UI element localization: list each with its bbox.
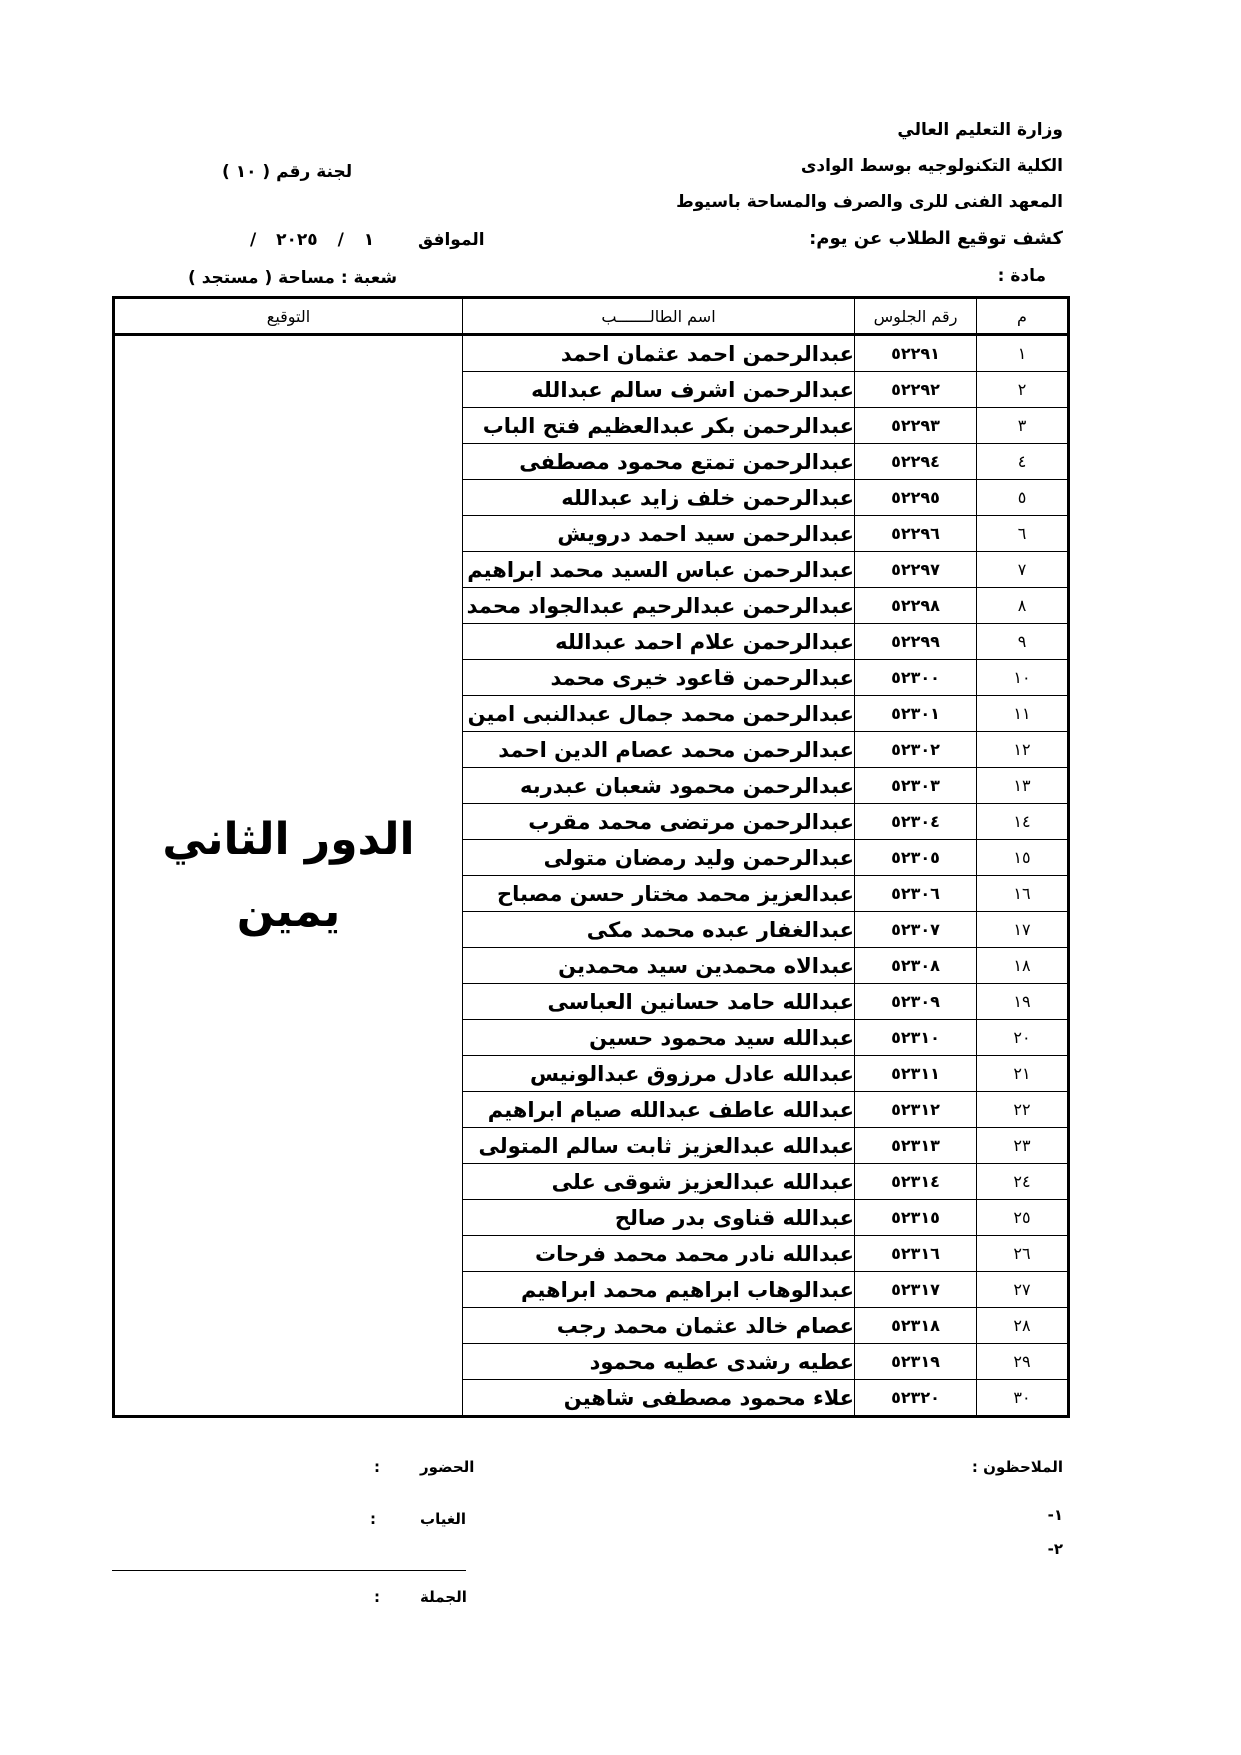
college-name: الكلية التكنولوجيه بوسط الوادى: [800, 156, 1063, 176]
student-name: عبدالله عبدالعزيز ثابت سالم المتولى: [463, 1128, 855, 1164]
row-index: ١٣: [977, 768, 1069, 804]
row-index: ٣٠: [977, 1380, 1069, 1417]
student-name: عبدالرحمن تمتع محمود مصطفى: [463, 444, 855, 480]
row-index: ٢٥: [977, 1200, 1069, 1236]
student-name: عبدالرحمن وليد رمضان متولى: [463, 840, 855, 876]
student-name: عبدالرحمن احمد عثمان احمد: [463, 335, 855, 372]
student-name: عبدالعزيز محمد مختار حسن مصباح: [463, 876, 855, 912]
divider-line: [112, 1570, 466, 1571]
row-index: ١٢: [977, 732, 1069, 768]
student-name: عبدالرحمن عباس السيد محمد ابراهيم: [463, 552, 855, 588]
absence-colon: :: [370, 1510, 376, 1528]
seat-number: ٥٢٣٠٦: [855, 876, 977, 912]
seat-number: ٥٢٢٩٨: [855, 588, 977, 624]
student-name: علاء محمود مصطفى شاهين: [463, 1380, 855, 1417]
attendance-label: الحضور: [420, 1458, 475, 1476]
committee-number: لجنة رقم ( ١٠ ): [222, 162, 353, 182]
row-index: ١٩: [977, 984, 1069, 1020]
student-name: عبدالرحمن اشرف سالم عبدالله: [463, 372, 855, 408]
seat-number: ٥٢٣١٨: [855, 1308, 977, 1344]
seat-number: ٥٢٣٠٨: [855, 948, 977, 984]
seat-number: ٥٢٣١٤: [855, 1164, 977, 1200]
student-name: عصام خالد عثمان محمد رجب: [463, 1308, 855, 1344]
student-name: عبدالله عاطف عبدالله صيام ابراهيم: [463, 1092, 855, 1128]
seat-number: ٥٢٣١٣: [855, 1128, 977, 1164]
seat-number: ٥٢٣١٩: [855, 1344, 977, 1380]
student-name: عبدالرحمن علام احمد عبدالله: [463, 624, 855, 660]
header-signature: التوقيع: [114, 298, 463, 335]
student-name: عبدالغفار عبده محمد مكى: [463, 912, 855, 948]
seat-number: ٥٢٢٩٧: [855, 552, 977, 588]
seat-number: ٥٢٣١٦: [855, 1236, 977, 1272]
exam-round-note: الدور الثاني: [162, 813, 415, 865]
row-index: ١: [977, 335, 1069, 372]
student-name: عبدالرحمن خلف زايد عبدالله: [463, 480, 855, 516]
attendance-table: [112, 296, 1070, 1418]
row-index: ٢٩: [977, 1344, 1069, 1380]
student-name: عبدالله نادر محمد محمد فرحات: [463, 1236, 855, 1272]
row-index: ٢٤: [977, 1164, 1069, 1200]
seat-number: ٥٢٣٢٠: [855, 1380, 977, 1417]
student-name: عبدالله عبدالعزيز شوقى على: [463, 1164, 855, 1200]
row-index: ٢٣: [977, 1128, 1069, 1164]
seat-number: ٥٢٣٠٥: [855, 840, 977, 876]
seat-number: ٥٢٣٠٤: [855, 804, 977, 840]
student-name: عبدالرحمن محمد جمال عبدالنبى امين: [463, 696, 855, 732]
seat-number: ٥٢٢٩٣: [855, 408, 977, 444]
student-name: عبدالرحمن سيد احمد درويش: [463, 516, 855, 552]
signature-column: [114, 335, 463, 1417]
subject-label: مادة :: [997, 266, 1046, 286]
table-header-row: [114, 298, 1069, 335]
seat-number: ٥٢٣٠١: [855, 696, 977, 732]
seat-number: ٥٢٣٠٧: [855, 912, 977, 948]
row-index: ١١: [977, 696, 1069, 732]
student-name: عبدالله قناوى بدر صالح: [463, 1200, 855, 1236]
note-2: -٢: [1047, 1540, 1063, 1558]
row-index: ١٦: [977, 876, 1069, 912]
notes-label: الملاحظون :: [971, 1458, 1063, 1476]
seat-number: ٥٢٣٠٩: [855, 984, 977, 1020]
seat-number: ٥٢٣١٥: [855, 1200, 977, 1236]
seat-number: ٥٢٢٩١: [855, 335, 977, 372]
row-index: ٥: [977, 480, 1069, 516]
division-label: شعبة : مساحة ( مستجد ): [188, 268, 398, 288]
row-index: ٨: [977, 588, 1069, 624]
institute-name: المعهد الفنى للرى والصرف والمساحة باسيوط: [676, 192, 1063, 212]
student-name: عبدالرحمن محمد عصام الدين احمد: [463, 732, 855, 768]
row-index: ١٧: [977, 912, 1069, 948]
header-seat-number: رقم الجلوس: [855, 298, 977, 335]
header-index: م: [977, 298, 1069, 335]
table-row: [114, 335, 1069, 372]
student-name: عبدالله حامد حسانين العباسى: [463, 984, 855, 1020]
row-index: ٦: [977, 516, 1069, 552]
date-value: / ١ / ٢٠٢٥: [250, 230, 375, 250]
seat-number: ٥٢٣١١: [855, 1056, 977, 1092]
student-name: عبدالرحمن قاعود خيرى محمد: [463, 660, 855, 696]
seat-number: ٥٢٢٩٥: [855, 480, 977, 516]
row-index: ١٨: [977, 948, 1069, 984]
absence-label: الغياب: [420, 1510, 467, 1528]
student-name: عبدالرحمن بكر عبدالعظيم فتح الباب: [463, 408, 855, 444]
row-index: ٣: [977, 408, 1069, 444]
student-name: عبدالله سيد محمود حسين: [463, 1020, 855, 1056]
row-index: ١٠: [977, 660, 1069, 696]
row-index: ٤: [977, 444, 1069, 480]
student-name: عبدالرحمن عبدالرحيم عبدالجواد محمد: [463, 588, 855, 624]
row-index: ٢٢: [977, 1092, 1069, 1128]
seat-number: ٥٢٣٠٣: [855, 768, 977, 804]
row-index: ١٤: [977, 804, 1069, 840]
table-body: [114, 335, 1069, 1417]
seat-number: ٥٢٢٩٢: [855, 372, 977, 408]
date-label: الموافق: [418, 230, 485, 250]
row-index: ٩: [977, 624, 1069, 660]
seat-number: ٥٢٣١٢: [855, 1092, 977, 1128]
total-colon: :: [374, 1588, 380, 1606]
seat-number: ٥٢٣٠٢: [855, 732, 977, 768]
seat-number: ٥٢٣٠٠: [855, 660, 977, 696]
ministry-name: وزارة التعليم العالي: [897, 120, 1063, 140]
seat-number: ٥٢٢٩٤: [855, 444, 977, 480]
student-name: عبدالوهاب ابراهيم محمد ابراهيم: [463, 1272, 855, 1308]
row-index: ١٥: [977, 840, 1069, 876]
row-index: ٢١: [977, 1056, 1069, 1092]
seat-number: ٥٢٢٩٩: [855, 624, 977, 660]
row-index: ٢٧: [977, 1272, 1069, 1308]
seat-number: ٥٢٢٩٦: [855, 516, 977, 552]
attendance-colon: :: [374, 1458, 380, 1476]
sheet-title: كشف توقيع الطلاب عن يوم:: [809, 228, 1063, 249]
seat-number: ٥٢٣١٧: [855, 1272, 977, 1308]
row-index: ٢٠: [977, 1020, 1069, 1056]
oath-note: يمين: [236, 885, 341, 937]
note-1: -١: [1047, 1506, 1063, 1524]
student-name: عبدالرحمن مرتضى محمد مقرب: [463, 804, 855, 840]
student-name: عطيه رشدى عطيه محمود: [463, 1344, 855, 1380]
student-name: عبدالرحمن محمود شعبان عبدربه: [463, 768, 855, 804]
row-index: ٢: [977, 372, 1069, 408]
row-index: ٧: [977, 552, 1069, 588]
student-name: عبدالاه محمدين سيد محمدين: [463, 948, 855, 984]
header-student-name: اسم الطالـــــــب: [463, 298, 855, 335]
total-label: الجملة: [420, 1588, 467, 1606]
row-index: ٢٦: [977, 1236, 1069, 1272]
student-name: عبدالله عادل مرزوق عبدالونيس: [463, 1056, 855, 1092]
seat-number: ٥٢٣١٠: [855, 1020, 977, 1056]
row-index: ٢٨: [977, 1308, 1069, 1344]
